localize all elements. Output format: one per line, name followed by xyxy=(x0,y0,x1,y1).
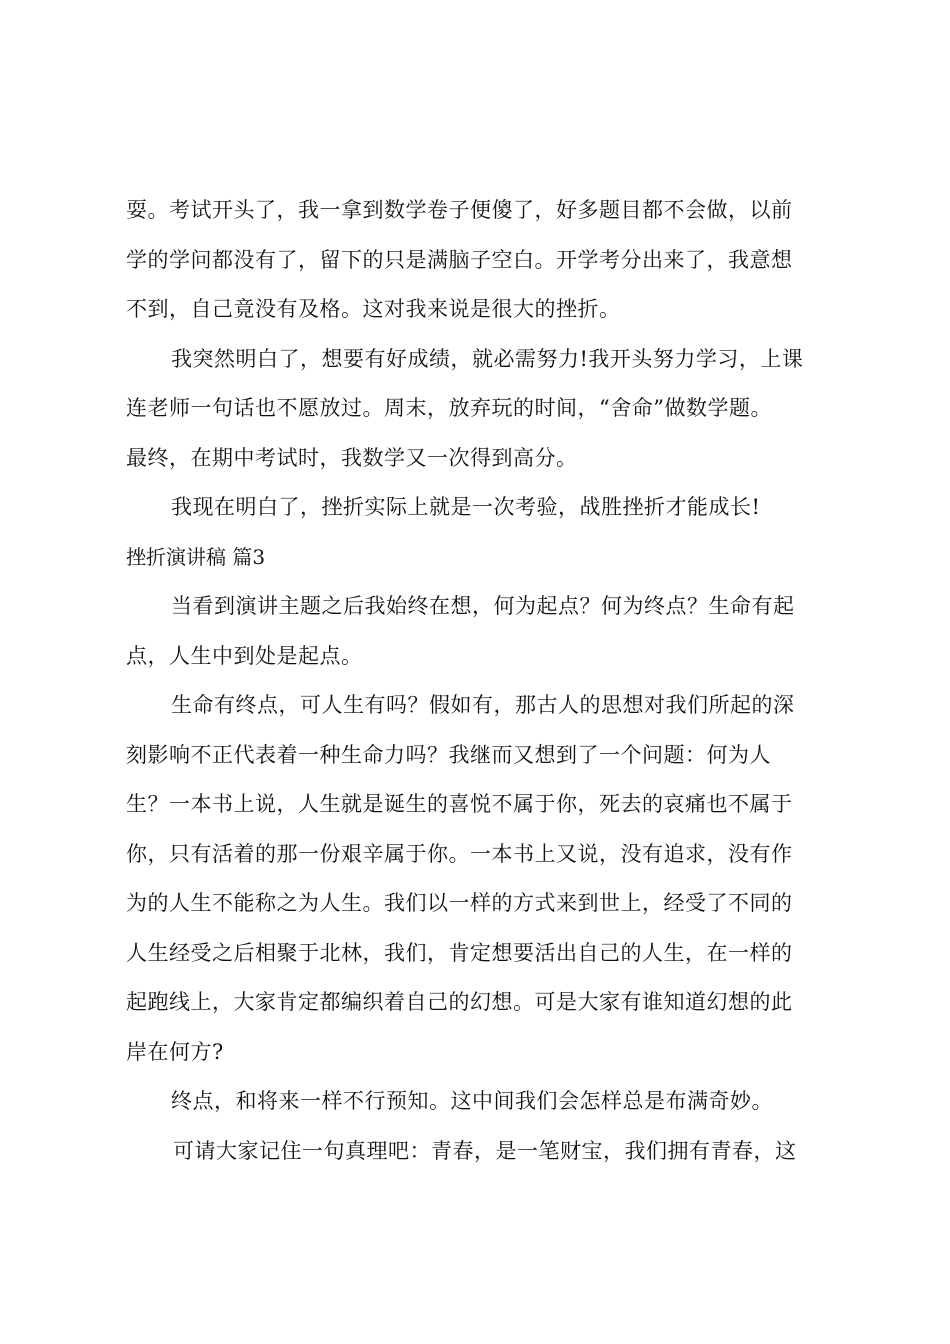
paragraph-start-line: 我突然明白了，想要有好成绩，就必需努力!我开头努力学习，上课 xyxy=(171,346,804,371)
body-line: 人生经受之后相聚于北林，我们，肯定想要活出自己的人生，在一样的 xyxy=(126,940,793,965)
body-line: 刻影响不正代表着一种生命力吗？我继而又想到了一个问题：何为人 xyxy=(126,742,771,767)
body-line: 学的学问都没有了，留下的只是满脑子空白。开学考分出来了，我意想 xyxy=(126,247,793,272)
paragraph-start-line: 生命有终点，可人生有吗？假如有，那古人的思想对我们所起的深 xyxy=(171,693,795,717)
body-line: 最终，在期中考试时，我数学又一次得到高分。 xyxy=(126,445,578,470)
body-line: 点，人生中到处是起点。 xyxy=(126,643,363,668)
section-heading: 挫折演讲稿 篇3 xyxy=(126,544,266,569)
body-line: 生？一本书上说，人生就是诞生的喜悦不属于你，死去的哀痛也不属于 xyxy=(126,792,793,816)
body-line: 起跑线上，大家肯定都编织着自己的幻想。可是大家有谁知道幻想的此 xyxy=(126,990,793,1014)
document-body xyxy=(126,186,836,1176)
paragraph-start-line: 终点，和将来一样不行预知。这中间我们会怎样总是布满奇妙。 xyxy=(171,1089,773,1113)
body-line: 你，只有活着的那一份艰辛属于你。一本书上又说，没有追求，没有作 xyxy=(126,841,793,866)
paragraph-start-line: 我现在明白了，挫折实际上就是一次考验，战胜挫折才能成长! xyxy=(171,495,761,519)
body-line: 不到，自己竟没有及格。这对我来说是很大的挫折。 xyxy=(126,297,621,321)
paragraph-start-line: 当看到演讲主题之后我始终在想，何为起点？何为终点？生命有起 xyxy=(171,594,795,618)
paragraph-start-line: 可请大家记住一句真理吧：青春，是一笔财宝，我们拥有青春，这 xyxy=(173,1138,797,1163)
body-line: 连老师一句话也不愿放过。周末，放弃玩的时间，“舍命”做数学题。 xyxy=(126,396,772,420)
body-line: 耍。考试开头了，我一拿到数学卷子便傻了，好多题目都不会做，以前 xyxy=(126,198,793,222)
body-line: 为的人生不能称之为人生。我们以一样的方式来到世上，经受了不同的 xyxy=(126,891,793,915)
body-line: 岸在何方? xyxy=(126,1039,224,1064)
